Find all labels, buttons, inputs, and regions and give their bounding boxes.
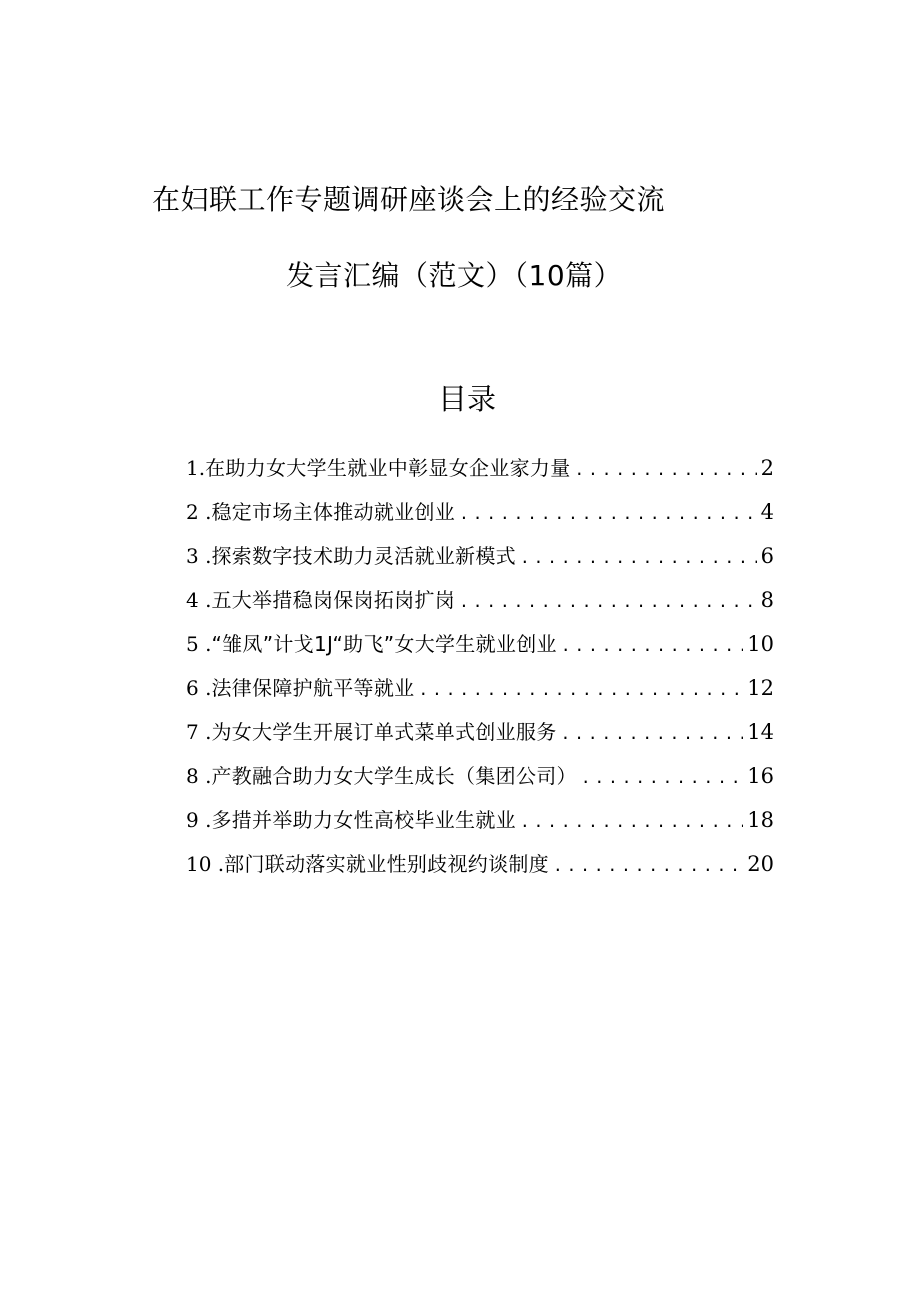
toc-entry[interactable]: [186, 798, 774, 842]
toc-entry-title: 在助力女大学生就业中彰显女企业家力量: [205, 456, 571, 480]
toc-entry-page: 10: [747, 632, 774, 656]
toc-dot-leader: [418, 668, 743, 712]
toc-dot-leader: [520, 536, 757, 580]
toc-dot-leader: [581, 756, 743, 800]
toc-entry[interactable]: [186, 490, 774, 534]
table-of-contents: [186, 446, 774, 886]
toc-entry-title: 法律保障护航平等就业: [211, 676, 415, 700]
toc-heading: 目录: [438, 382, 497, 416]
toc-entry-title: “雏凤”计戈1J“助飞”女大学生就业创业: [211, 632, 557, 656]
toc-dot-leader: [561, 712, 744, 756]
toc-entry-page: 12: [747, 676, 774, 700]
toc-entry[interactable]: [186, 754, 774, 798]
toc-entry-number: 2 .: [186, 500, 212, 524]
toc-entry[interactable]: [186, 622, 774, 666]
toc-entry-number: 7 .: [186, 720, 212, 744]
toc-entry-page: 6: [760, 544, 774, 568]
document-title-line-1: 在妇联工作专题调研座谈会上的经验交流: [152, 183, 666, 216]
toc-entry[interactable]: [186, 666, 774, 710]
toc-entry-page: 20: [747, 852, 774, 876]
toc-dot-leader: [575, 448, 757, 492]
toc-entry-page: 16: [747, 764, 774, 788]
toc-entry-page: 4: [760, 500, 774, 524]
toc-entry-title: 多措并举助力女性高校毕业生就业: [211, 808, 516, 832]
toc-entry-title: 五大举措稳岗保岗拓岗扩岗: [211, 588, 456, 612]
toc-entry-number: 4 .: [186, 588, 212, 612]
toc-entry-number: 9 .: [186, 808, 212, 832]
toc-entry-title: 稳定市场主体推动就业创业: [211, 500, 456, 524]
toc-entry[interactable]: [186, 710, 774, 754]
toc-entry[interactable]: [186, 578, 774, 622]
toc-entry-title: 探索数字技术助力灵活就业新模式: [211, 544, 516, 568]
toc-entry[interactable]: [186, 534, 774, 578]
toc-entry-page: 2: [760, 456, 774, 480]
toc-entry-title: 为女大学生开展订单式菜单式创业服务: [211, 720, 557, 744]
toc-entry-number: 3 .: [186, 544, 212, 568]
toc-entry-title: 部门联动落实就业性别歧视约谈制度: [224, 852, 549, 876]
toc-entry-number: 5 .: [186, 632, 212, 656]
toc-dot-leader: [520, 800, 743, 844]
document-title-line-2: 发言汇编（范文）（10篇）: [286, 259, 623, 292]
toc-dot-leader: [459, 580, 757, 624]
toc-entry-page: 14: [747, 720, 774, 744]
toc-entry-title: 产教融合助力女大学生成长（集团公司）: [211, 764, 577, 788]
toc-entry[interactable]: [186, 842, 774, 886]
toc-entry[interactable]: [186, 446, 774, 490]
toc-dot-leader: [553, 844, 743, 888]
toc-entry-page: 18: [747, 808, 774, 832]
toc-entry-number: 6 .: [186, 676, 212, 700]
toc-entry-number: 1.: [186, 456, 206, 480]
toc-entry-number: 8 .: [186, 764, 212, 788]
toc-entry-page: 8: [760, 588, 774, 612]
toc-dot-leader: [561, 624, 743, 668]
toc-entry-number: 10 .: [186, 852, 225, 876]
toc-dot-leader: [459, 492, 757, 536]
